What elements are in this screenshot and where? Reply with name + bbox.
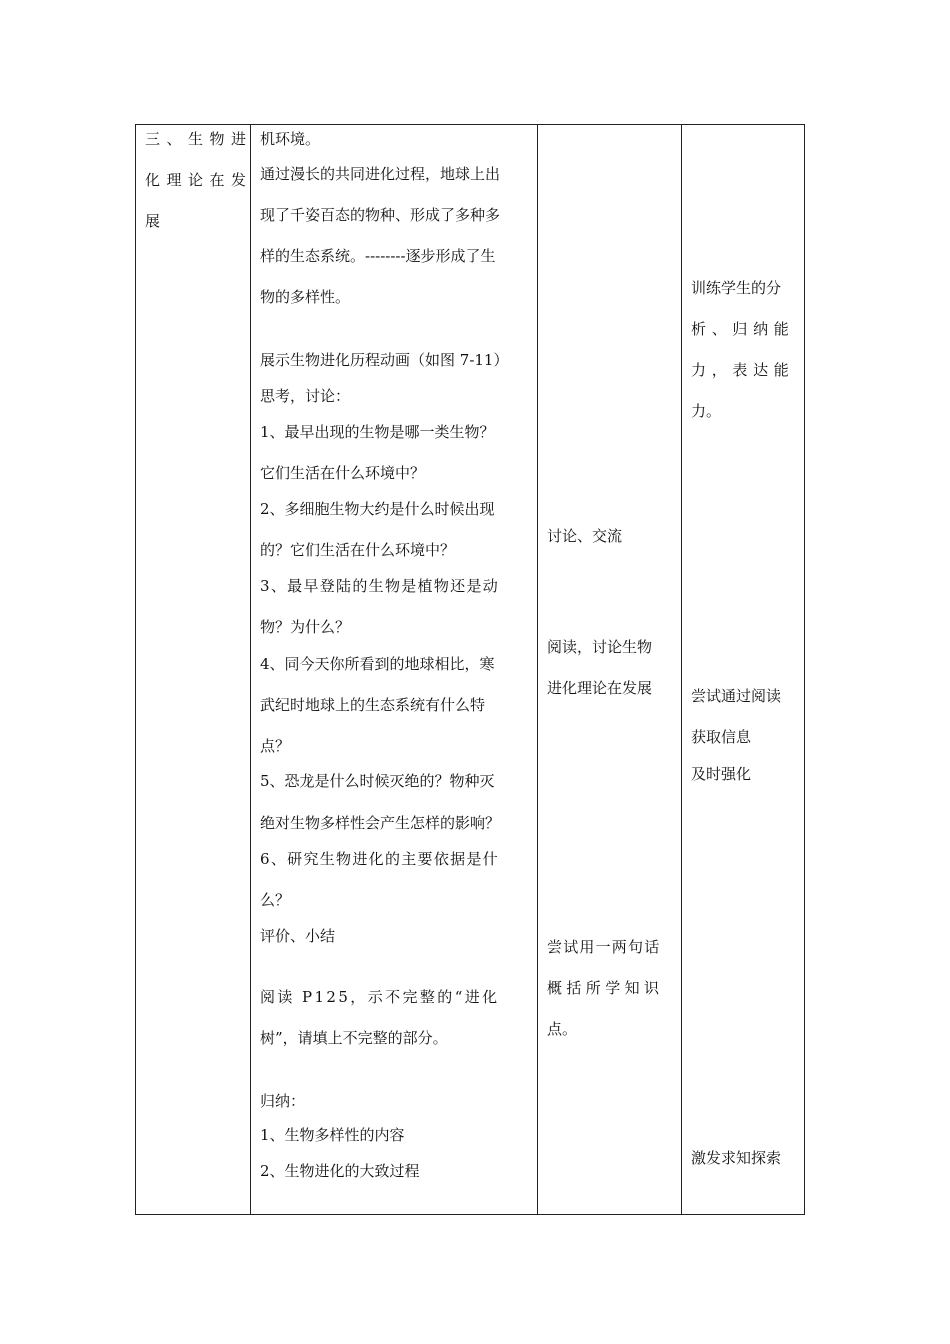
design-intent-line: 力，表达能 xyxy=(691,361,795,379)
content-line: 归纳： xyxy=(260,1092,306,1110)
student-activity-line: 阅读，讨论生物 xyxy=(547,638,653,656)
content-line: 展示生物进化历程动画（如图 7-11） xyxy=(260,351,509,369)
student-activity-line: 尝试用一两句话 xyxy=(547,938,661,956)
student-activity-line: 进化理论在发展 xyxy=(547,679,653,697)
section-title-line: 三、生物进 xyxy=(145,130,253,148)
content-line: 通过漫长的共同进化过程，地球上出 xyxy=(260,165,501,183)
content-line: 点？ xyxy=(260,737,291,755)
content-line: 它们生活在什么环境中？ xyxy=(260,464,426,482)
content-line: 物？为什么？ xyxy=(260,618,351,636)
content-line: 么？ xyxy=(260,891,291,909)
column-divider-2 xyxy=(537,125,538,1214)
column-divider-3 xyxy=(681,125,682,1214)
design-intent-line: 训练学生的分 xyxy=(691,279,782,297)
content-line: 绝对生物多样性会产生怎样的影响？ xyxy=(260,814,501,832)
content-line: 2、多细胞生物大约是什么时候出现 xyxy=(260,500,495,518)
content-line: 3、最早登陆的生物是植物还是动 xyxy=(260,577,500,595)
design-intent-line: 激发求知探索 xyxy=(691,1149,782,1167)
lesson-table xyxy=(135,124,805,1215)
content-line: 现了千姿百态的物种、形成了多种多 xyxy=(260,206,501,224)
content-line: 4、同今天你所看到的地球相比，寒 xyxy=(260,655,495,673)
content-line: 5、恐龙是什么时候灭绝的？物种灭 xyxy=(260,772,495,790)
section-title-line: 化理论在发 xyxy=(145,171,253,189)
content-line: 的？它们生活在什么环境中？ xyxy=(260,541,456,559)
content-line: 评价、小结 xyxy=(260,927,336,945)
design-intent-line: 及时强化 xyxy=(691,765,752,783)
content-line: 1、生物多样性的内容 xyxy=(260,1126,405,1144)
column-divider-1 xyxy=(250,125,251,1214)
content-line: 1、最早出现的生物是哪一类生物？ xyxy=(260,423,495,441)
design-intent-line: 析、归纳能 xyxy=(691,320,795,338)
content-line: 树”，请填上不完整的部分。 xyxy=(260,1029,448,1047)
design-intent-line: 尝试通过阅读 xyxy=(691,687,782,705)
content-line: 物的多样性。 xyxy=(260,288,351,306)
content-line: 6、研究生物进化的主要依据是什 xyxy=(260,850,500,868)
content-line: 2、生物进化的大致过程 xyxy=(260,1162,420,1180)
student-activity-line: 讨论、交流 xyxy=(547,527,623,545)
content-line: 样的生态系统。--------逐步形成了生 xyxy=(260,247,496,265)
content-line: 武纪时地球上的生态系统有什么特 xyxy=(260,696,486,714)
section-title-line: 展 xyxy=(145,212,161,230)
design-intent-line: 力。 xyxy=(691,402,722,420)
design-intent-line: 获取信息 xyxy=(691,728,752,746)
content-line: 机环境。 xyxy=(260,130,321,148)
student-activity-line: 点。 xyxy=(547,1020,578,1038)
content-line: 阅读 P125，示不完整的“进化 xyxy=(260,988,500,1006)
content-line: 思考，讨论： xyxy=(260,387,351,405)
student-activity-line: 概括所学知识 xyxy=(547,979,664,997)
